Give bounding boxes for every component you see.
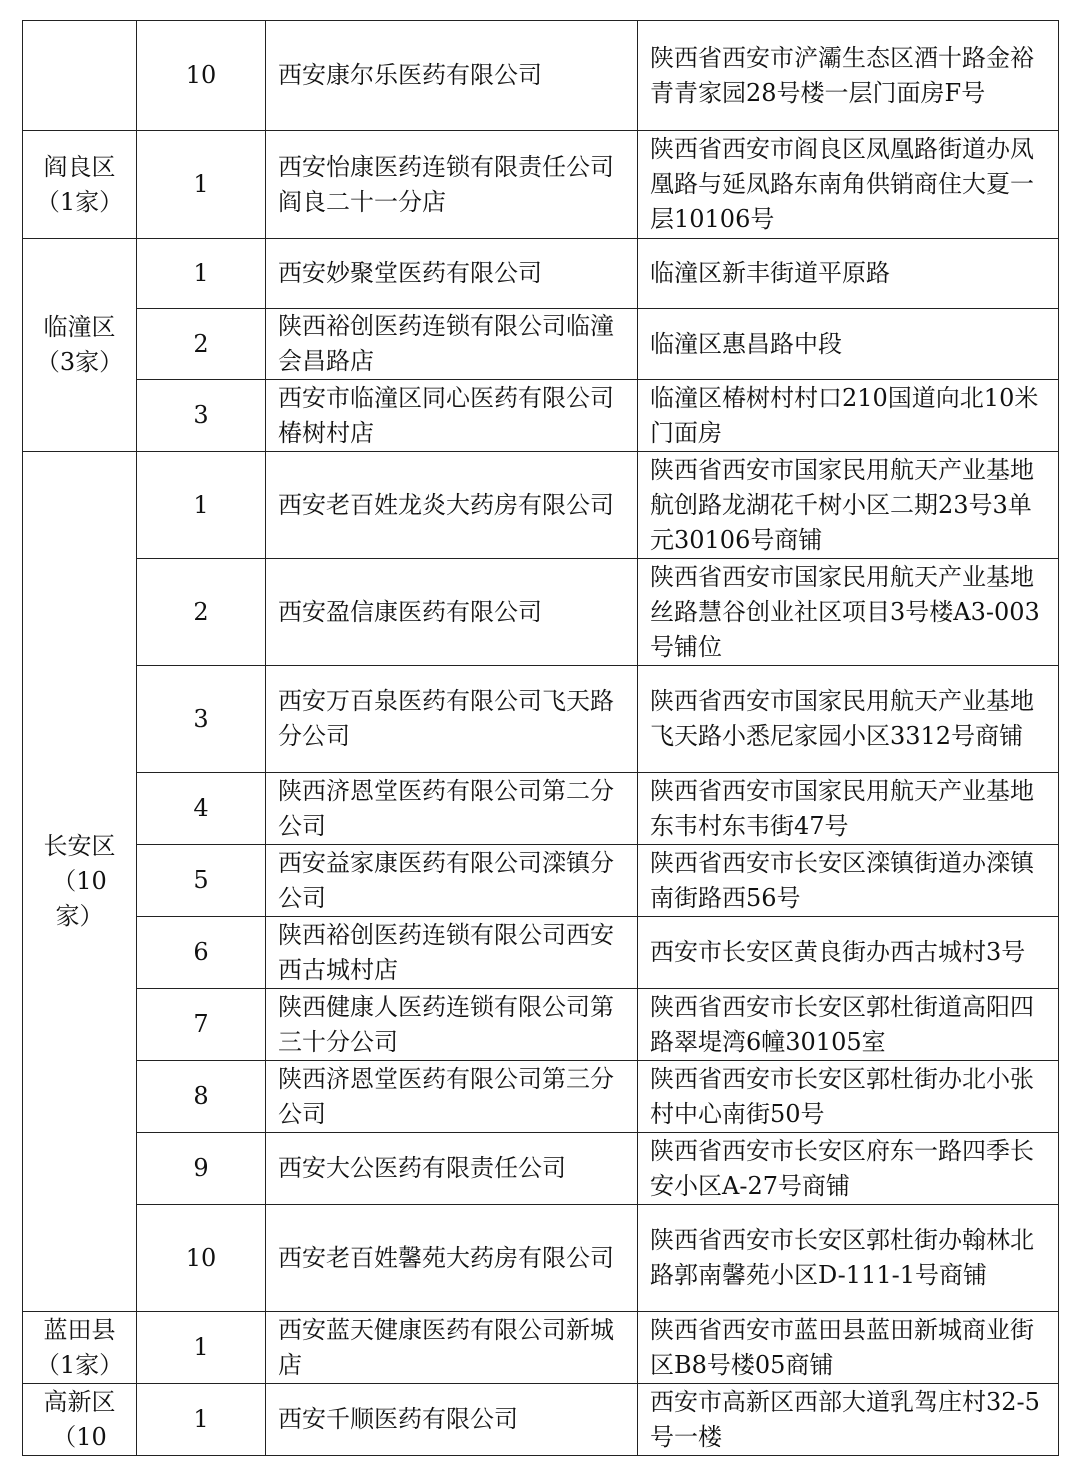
pharmacy-address: 陕西省西安市长安区郭杜街道高阳四路翠堤湾6幢30105室 [638,989,1059,1061]
pharmacy-name: 陕西济恩堂医药有限公司第二分公司 [266,773,638,845]
table-row [23,773,1059,845]
district-lintong [23,239,137,452]
district-name: 阎良区 [43,152,116,181]
row-number: 9 [137,1133,266,1205]
pharmacy-name: 西安益家康医药有限公司滦镇分公司 [266,845,638,917]
table-row [23,452,1059,559]
district-count: （1家） [35,187,124,216]
district-name: 高新区 [43,1387,116,1416]
row-number: 2 [137,559,266,666]
pharmacy-name: 西安老百姓馨苑大药房有限公司 [266,1205,638,1312]
pharmacy-address: 临潼区椿树村村口210国道向北10米门面房 [638,380,1059,452]
pharmacy-name: 西安蓝天健康医药有限公司新城店 [266,1312,638,1384]
pharmacy-address: 陕西省西安市长安区郭杜街办翰林北路郭南馨苑小区D-111-1号商铺 [638,1205,1059,1312]
pharmacy-address: 临潼区新丰街道平原路 [638,239,1059,309]
pharmacy-address: 陕西省西安市国家民用航天产业基地航创路龙湖花千树小区二期23号3单元30106号商铺 [638,452,1059,559]
row-number: 10 [137,1205,266,1312]
district-count: （3家） [35,348,124,376]
pharmacy-name: 西安康尔乐医药有限公司 [266,21,638,131]
pharmacy-name: 西安万百泉医药有限公司飞天路分公司 [266,666,638,773]
district-yanliang [23,131,137,239]
district-count: （10 [52,867,107,895]
pharmacy-name: 陕西裕创医药连锁有限公司西安西古城村店 [266,917,638,989]
pharmacy-address: 陕西省西安市阎良区凤凰路街道办凤凰路与延凤路东南角供销商住大夏一层10106号 [638,131,1059,239]
table-row [23,380,1059,452]
table-row [23,989,1059,1061]
pharmacy-address: 西安市长安区黄良街办西古城村3号 [638,917,1059,989]
pharmacy-address: 陕西省西安市长安区滦镇街道办滦镇南街路西56号 [638,845,1059,917]
table-row [23,1061,1059,1133]
pharmacy-name: 陕西健康人医药连锁有限公司第三十分公司 [266,989,638,1061]
row-number: 1 [137,1312,266,1384]
district-name: 临潼区 [43,313,116,341]
table-row [23,309,1059,380]
pharmacy-name: 西安大公医药有限责任公司 [266,1133,638,1205]
pharmacy-address: 陕西省西安市浐灞生态区酒十路金裕青青家园28号楼一层门面房F号 [638,21,1059,131]
row-number: 1 [137,1384,266,1456]
table-row [23,239,1059,309]
table-row [23,559,1059,666]
table-row [23,666,1059,773]
table-row [23,845,1059,917]
pharmacy-address: 西安市高新区西部大道乳驾庄村32-5号一楼 [638,1384,1059,1456]
district-cell-empty [23,21,137,131]
pharmacy-address: 陕西省西安市国家民用航天产业基地丝路慧谷创业社区项目3号楼A3-003号铺位 [638,559,1059,666]
table-row [23,1133,1059,1205]
district-lantian [23,1312,137,1384]
pharmacy-address: 陕西省西安市蓝田县蓝田新城商业街区B8号楼05商铺 [638,1312,1059,1384]
table-row [23,131,1059,239]
district-count: （1家） [35,1350,124,1379]
pharmacy-address: 陕西省西安市国家民用航天产业基地飞天路小悉尼家园小区3312号商铺 [638,666,1059,773]
pharmacy-name: 西安盈信康医药有限公司 [266,559,638,666]
district-name: 长安区 [43,832,116,860]
row-number: 1 [137,452,266,559]
row-number: 10 [137,21,266,131]
row-number: 6 [137,917,266,989]
row-number: 7 [137,989,266,1061]
pharmacy-name: 陕西裕创医药连锁有限公司临潼会昌路店 [266,309,638,380]
pharmacy-name: 西安怡康医药连锁有限责任公司阎良二十一分店 [266,131,638,239]
district-count: （10 [52,1422,107,1451]
district-name: 蓝田县 [43,1315,116,1344]
row-number: 3 [137,666,266,773]
table-row [23,21,1059,131]
pharmacy-name: 陕西济恩堂医药有限公司第三分公司 [266,1061,638,1133]
pharmacy-name: 西安千顺医药有限公司 [266,1384,638,1456]
district-count-cont: 家） [55,902,104,930]
pharmacy-name: 西安市临潼区同心医药有限公司椿树村店 [266,380,638,452]
row-number: 1 [137,239,266,309]
table-row [23,1312,1059,1384]
district-gaoxin [23,1384,137,1456]
table-row [23,1384,1059,1456]
row-number: 3 [137,380,266,452]
row-number: 2 [137,309,266,380]
table-row [23,917,1059,989]
row-number: 5 [137,845,266,917]
pharmacy-name: 西安老百姓龙炎大药房有限公司 [266,452,638,559]
pharmacy-address: 临潼区惠昌路中段 [638,309,1059,380]
row-number: 4 [137,773,266,845]
row-number: 1 [137,131,266,239]
table-row [23,1205,1059,1312]
row-number: 8 [137,1061,266,1133]
pharmacy-table [22,20,1059,1456]
pharmacy-address: 陕西省西安市长安区府东一路四季长安小区A-27号商铺 [638,1133,1059,1205]
pharmacy-name: 西安妙聚堂医药有限公司 [266,239,638,309]
district-changan [23,452,137,1312]
pharmacy-address: 陕西省西安市长安区郭杜街办北小张村中心南街50号 [638,1061,1059,1133]
pharmacy-address: 陕西省西安市国家民用航天产业基地东韦村东韦街47号 [638,773,1059,845]
